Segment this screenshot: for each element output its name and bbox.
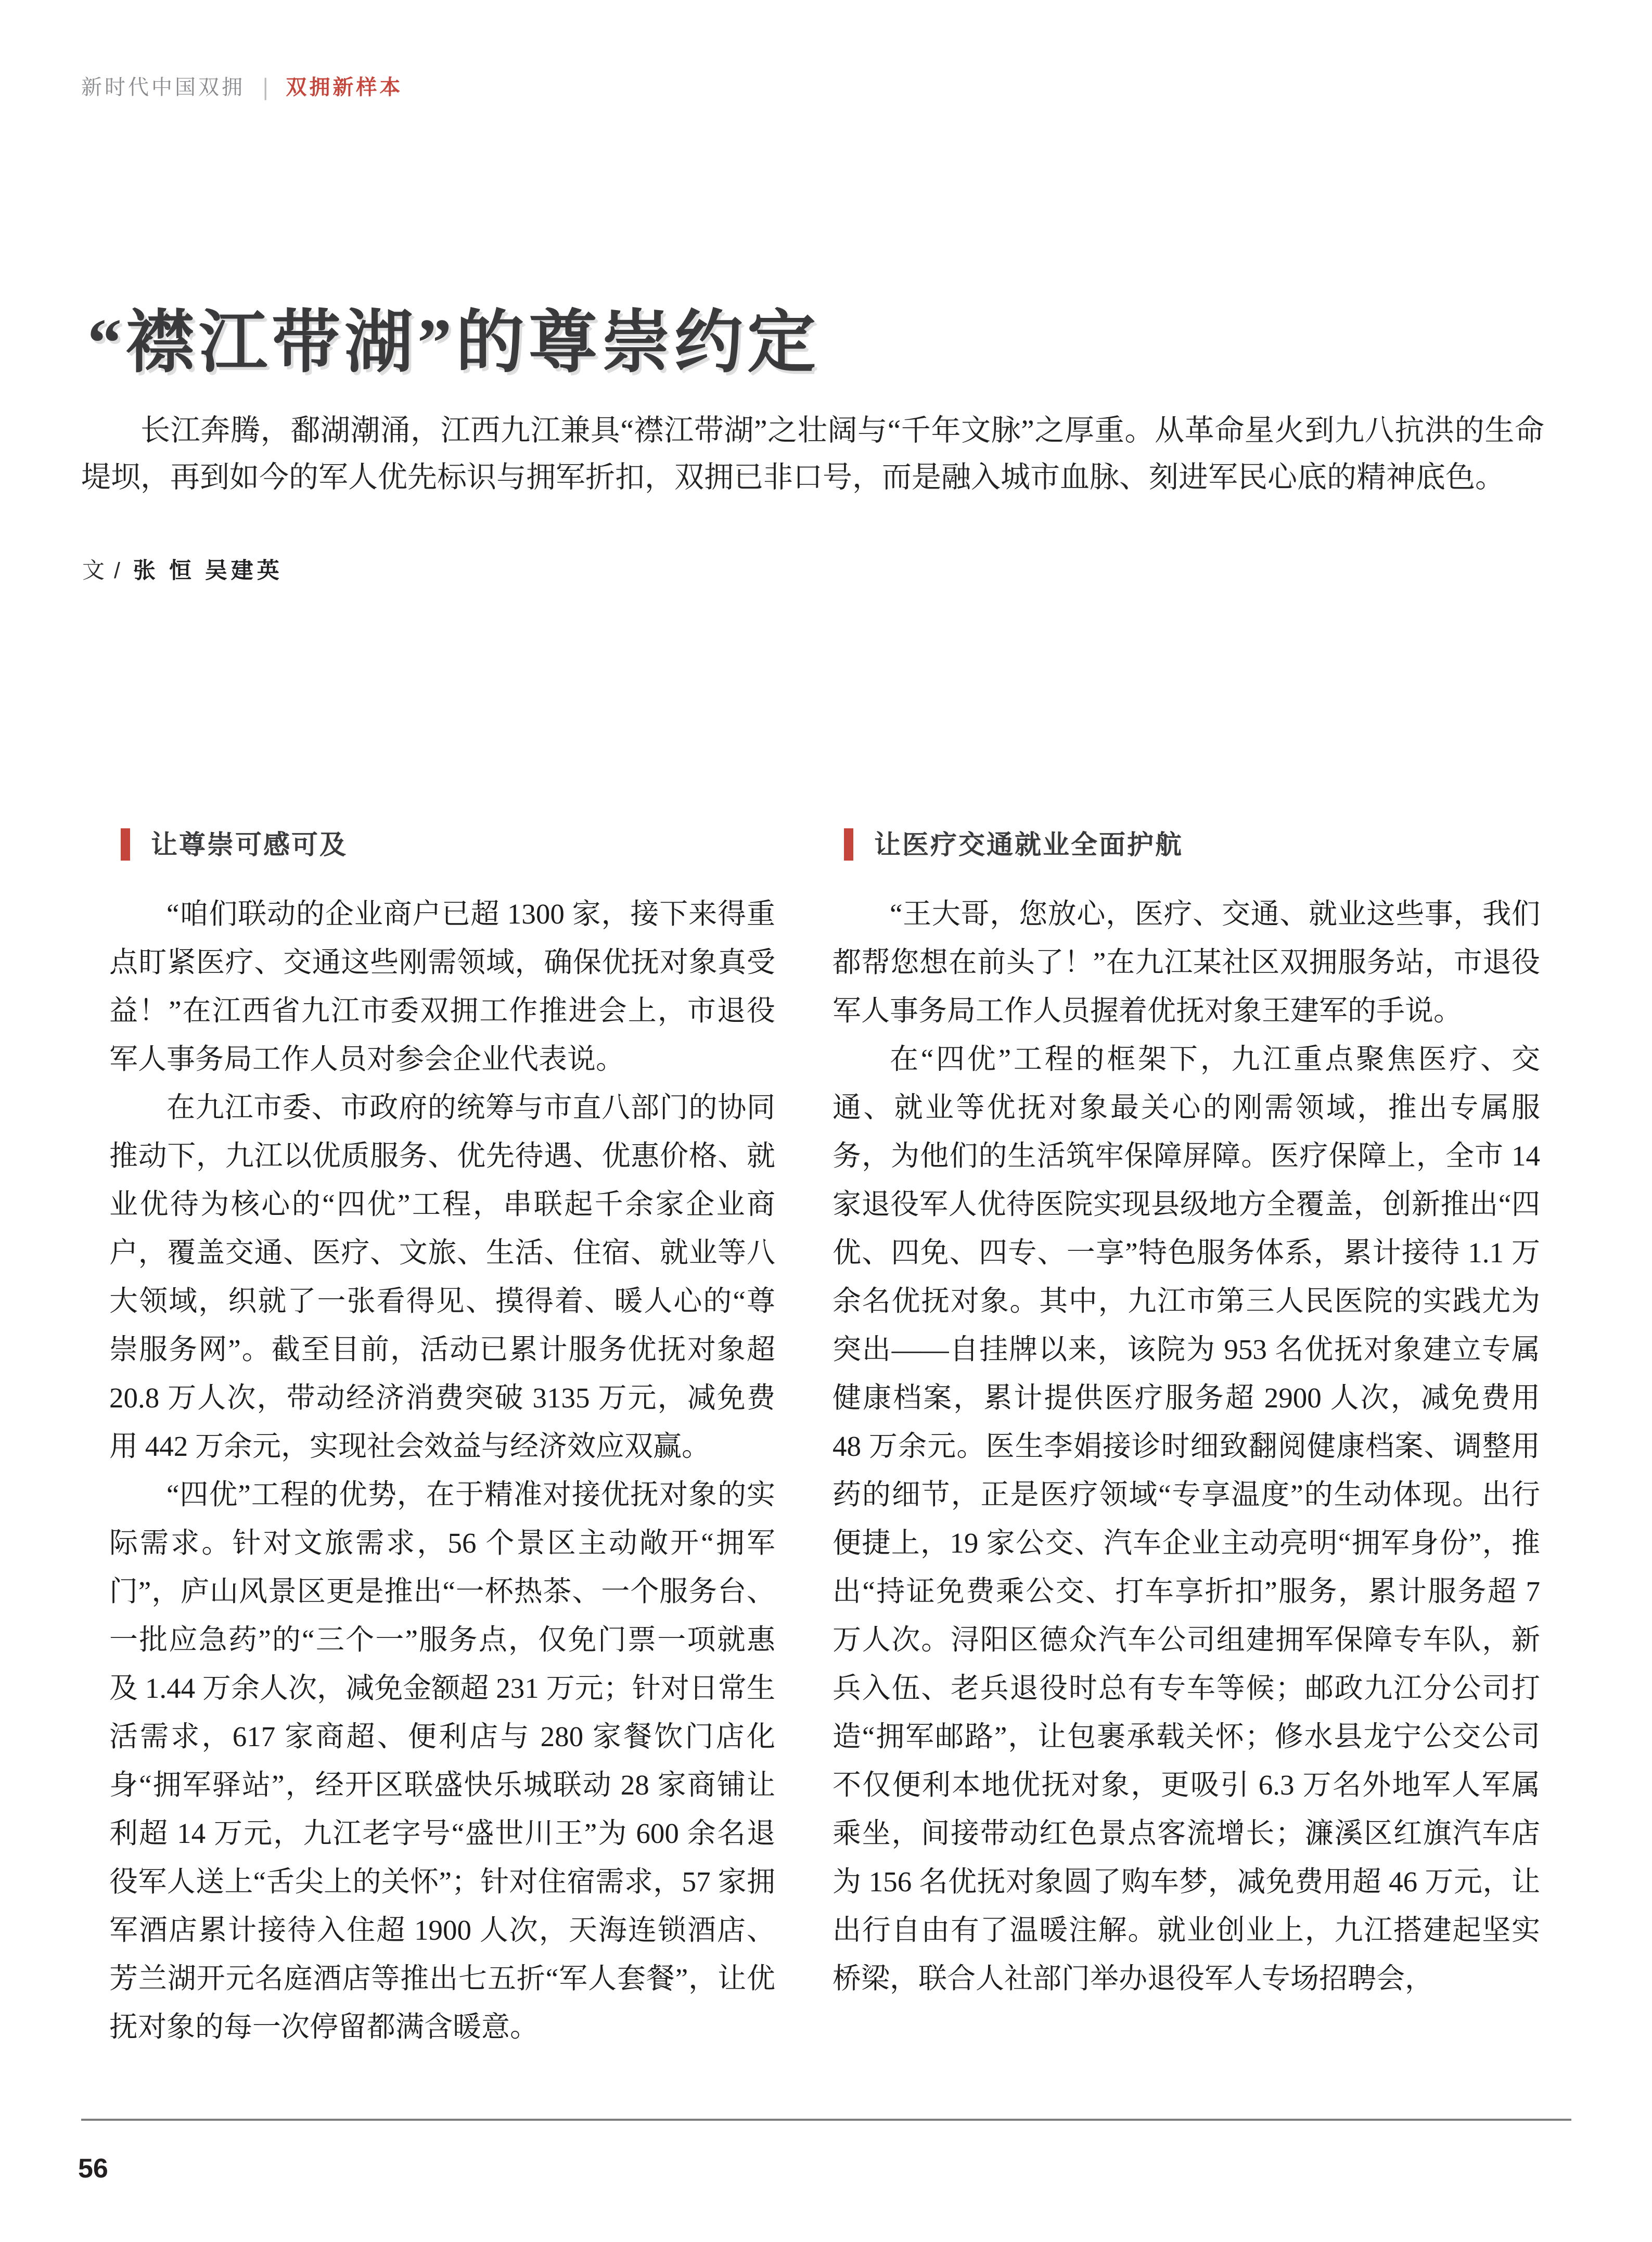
page-header (81, 74, 403, 101)
body-paragraph: “四优”工程的优势，在于精准对接优抚对象的实际需求。针对文旅需求，56 个景区主动敞开“拥军门”，庐山风景区更是推出“一杯热茶、一个服务台、一批应急药”的“三个一”服务点，仅免门票一项就惠及 1.44 万余人次，减免金额超 231 万元；针对日常生活需求，617 家商超、便利店与 280 家餐饮门店化身“拥军驿站”，经开区联盛快乐城联动 28 家商铺让利超 14 万元，九江老字号“盛世川王”为 600 余名退役军人送上“舌尖上的关怀”；针对住宿需求，57 家拥军酒店累计接待入住超 1900 人次，天海连锁酒店、芳兰湖开元名庭酒店等推出七五折“军人套餐”，让优抚对象的每一次停留都满含暖意。 (109, 1479, 775, 2043)
header-section-label: 新时代中国双拥 (81, 76, 245, 99)
header-column-label: 双拥新样本 (286, 76, 403, 99)
header-divider: | (263, 74, 268, 101)
left-column (109, 828, 775, 2051)
article-title: “襟江带湖”的尊崇约定 (87, 304, 820, 381)
byline-authors: 张 恒 吴建英 (133, 558, 283, 583)
byline-prefix: 文 / (82, 558, 122, 583)
body-paragraph: 在九江市委、市政府的统筹与市直八部门的协同推动下，九江以优质服务、优先待遇、优惠价格、就业优待为核心的“四优”工程，串联起千余家企业商户，覆盖交通、医疗、文旅、生活、住宿、就业等八大领域，织就了一张看得见、摸得着、暖人心的“尊崇服务网”。截至目前，活动已累计服务优抚对象超 20.8 万人次，带动经济消费突破 3135 万元，减免费用 442 万余元，实现社会效益与经济效应双赢。 (109, 1092, 775, 1462)
byline (82, 560, 283, 582)
heading-accent-bar (844, 828, 853, 861)
section-heading-row (121, 828, 775, 861)
footer-divider (81, 2119, 1571, 2121)
body-columns (109, 828, 1540, 2051)
section-heading-row (844, 828, 1540, 861)
body-paragraph: “咱们联动的企业商户已超 1300 家，接下来得重点盯紧医疗、交通这些刚需领域，确保优抚对象真受益！”在江西省九江市委双拥工作推进会上，市退役军人事务局工作人员对参会企业代表说。 (109, 898, 775, 1075)
page-number: 56 (78, 2154, 108, 2184)
heading-accent-bar (121, 828, 130, 861)
right-column (833, 828, 1540, 2051)
body-paragraph: “王大哥，您放心，医疗、交通、就业这些事，我们都帮您想在前头了！”在九江某社区双拥服务站，市退役军人事务局工作人员握着优抚对象王建军的手说。 (833, 898, 1540, 1027)
section-heading-right: 让医疗交通就业全面护航 (874, 829, 1184, 860)
lead-paragraph: 长江奔腾，鄱湖潮涌，江西九江兼具“襟江带湖”之壮阔与“千年文脉”之厚重。从革命星火到九八抗洪的生命堤坝，再到如今的军人优先标识与拥军折扣，双拥已非口号，而是融入城市血脉、刻进军民心底的精神底色。 (81, 414, 1544, 494)
body-paragraph: 在“四优”工程的框架下，九江重点聚焦医疗、交通、就业等优抚对象最关心的刚需领域，推出专属服务，为他们的生活筑牢保障屏障。医疗保障上，全市 14 家退役军人优待医院实现县级地方全覆盖，创新推出“四优、四免、四专、一享”特色服务体系，累计接待 1.1 万余名优抚对象。其中，九江市第三人民医院的实践尤为突出——自挂牌以来，该院为 953 名优抚对象建立专属健康档案，累计提供医疗服务超 2900 人次，减免费用 48 万余元。医生李娟接诊时细致翻阅健康档案、调整用药的细节，正是医疗领域“专享温度”的生动体现。出行便捷上，19 家公交、汽车企业主动亮明“拥军身份”，推出“持证免费乘公交、打车享折扣”服务，累计服务超 7 万人次。浔阳区德众汽车公司组建拥军保障专车队，新兵入伍、老兵退役时总有专车等候；邮政九江分公司打造“拥军邮路”，让包裹承载关怀；修水县龙宁公交公司不仅便利本地优抚对象，更吸引 6.3 万名外地军人军属乘坐，间接带动红色景点客流增长；濂溪区红旗汽车店为 156 名优抚对象圆了购车梦，减免费用超 46 万元，让出行自由有了温暖注解。就业创业上，九江搭建起坚实桥梁，联合人社部门举办退役军人专场招聘会， (833, 1043, 1540, 1994)
section-heading-left: 让尊崇可感可及 (151, 829, 348, 860)
